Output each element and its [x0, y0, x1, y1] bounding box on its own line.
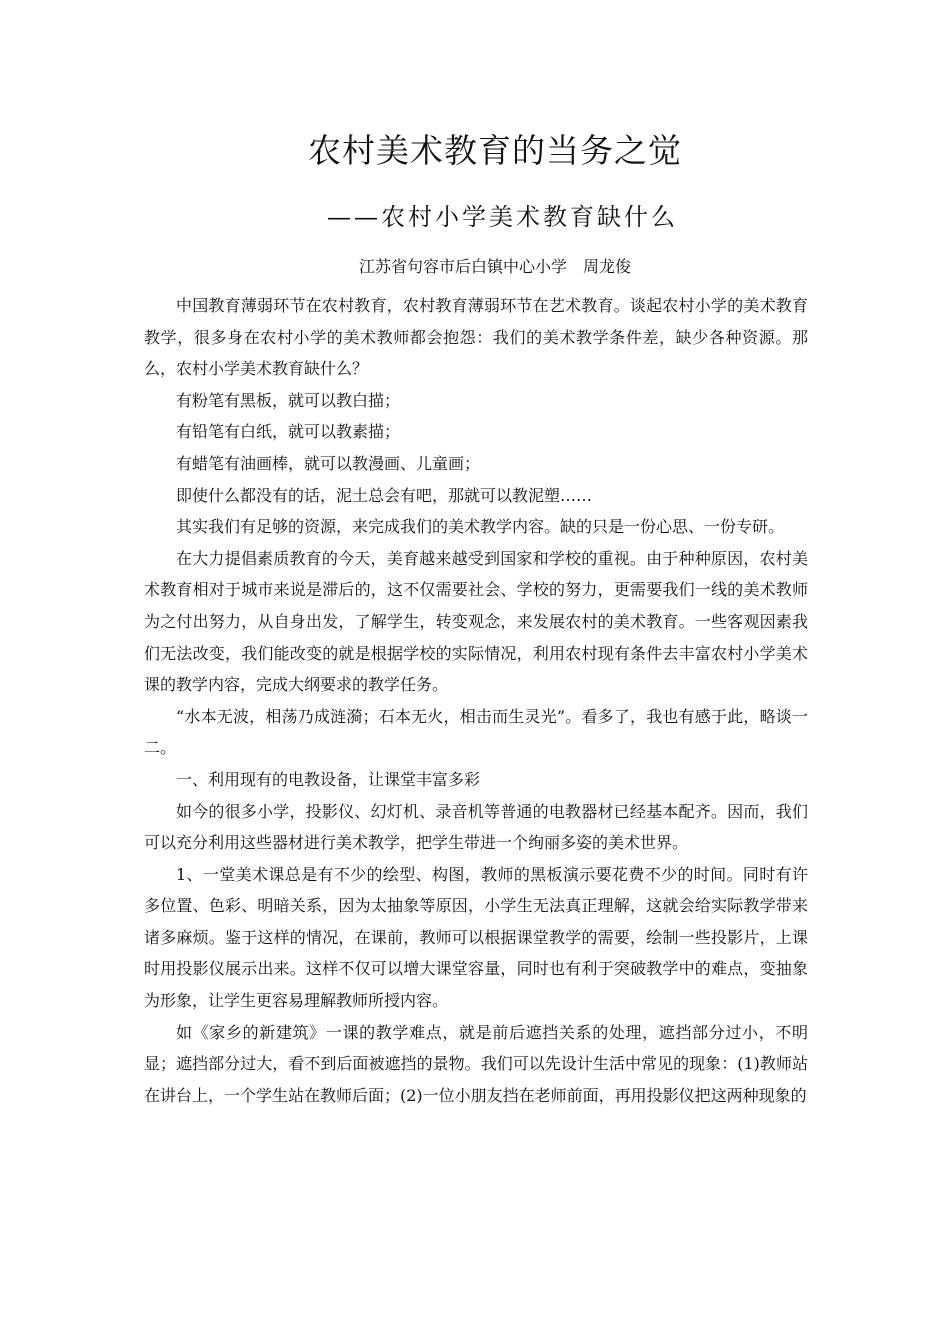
paragraph: 有粉笔有黑板，就可以教白描；	[176, 390, 401, 410]
paragraph: 如《家乡的新建筑》一课的教学难点，就是前后遮挡关系的处理，遮挡部分过小，不明显；遮挡部分过大，看不到后面被遮挡的景物。我们可以先设计生活中常见的现象：(1)教师站在讲台上，一个学生站在教师后面；(2)一位小朋友挡在老师前面，再用投影仪把这两种现象的	[144, 1022, 808, 1105]
document-subtitle: ——农村小学美术教育缺什么	[327, 203, 678, 231]
paragraph: “水本无波，相荡乃成涟漪；石本无火，相击而生灵光”。看多了，我也有感于此，略谈一二。	[144, 706, 808, 758]
section-heading: 一、利用现有的电教设备，让课堂丰富多彩	[176, 769, 481, 789]
paragraph: 有铅笔有白纸，就可以教素描；	[176, 422, 401, 442]
paragraph: 即使什么都没有的话，泥土总会有吧，那就可以教泥塑……	[176, 485, 593, 505]
paragraph: 中国教育薄弱环节在农村教育，农村教育薄弱环节在艺术教育。谈起农村小学的美术教育教学，很多身在农村小学的美术教师都会抱怨：我们的美术教学条件差，缺少各种资源。那么，农村小学美术教育缺什么？	[144, 296, 808, 379]
document-title: 农村美术教育的当务之觉	[308, 131, 682, 170]
paragraph: 在大力提倡素质教育的今天，美育越来越受到国家和学校的重视。由于种种原因，农村美术教育相对于城市来说是滞后的，这不仅需要社会、学校的努力，更需要我们一线的美术教师为之付出努力，从自身出发，了解学生，转变观念，来发展农村的美术教育。一些客观因素我们无法改变，我们能改变的就是根据学校的实际情况，利用农村现有条件去丰富农村小学美术课的教学内容，完成大纲要求的教学任务。	[144, 548, 808, 695]
paragraph: 其实我们有足够的资源，来完成我们的美术教学内容。缺的只是一份心思、一份专研。	[176, 517, 785, 537]
paragraph: 有蜡笔有油画棒，就可以教漫画、儿童画；	[176, 453, 481, 473]
author-line: 江苏省句容市后白镇中心小学 周龙俊	[358, 257, 631, 276]
paragraph: 1、一堂美术课总是有不少的绘型、构图，教师的黑板演示要花费不少的时间。同时有许多位置、色彩、明暗关系，因为太抽象等原因，小学生无法真正理解，这就会给实际教学带来诸多麻烦。鉴于这样的情况，在课前，教师可以根据课堂教学的需要，绘制一些投影片，上课时用投影仪展示出来。这样不仅可以增大课堂容量，同时也有利于突破教学中的难点，变抽象为形象，让学生更容易理解教师所授内容。	[144, 864, 808, 1011]
paragraph: 如今的很多小学，投影仪、幻灯机、录音机等普通的电教器材已经基本配齐。因而，我们可以充分利用这些器材进行美术教学，把学生带进一个绚丽多姿的美术世界。	[144, 801, 808, 853]
document-body	[144, 290, 808, 1111]
